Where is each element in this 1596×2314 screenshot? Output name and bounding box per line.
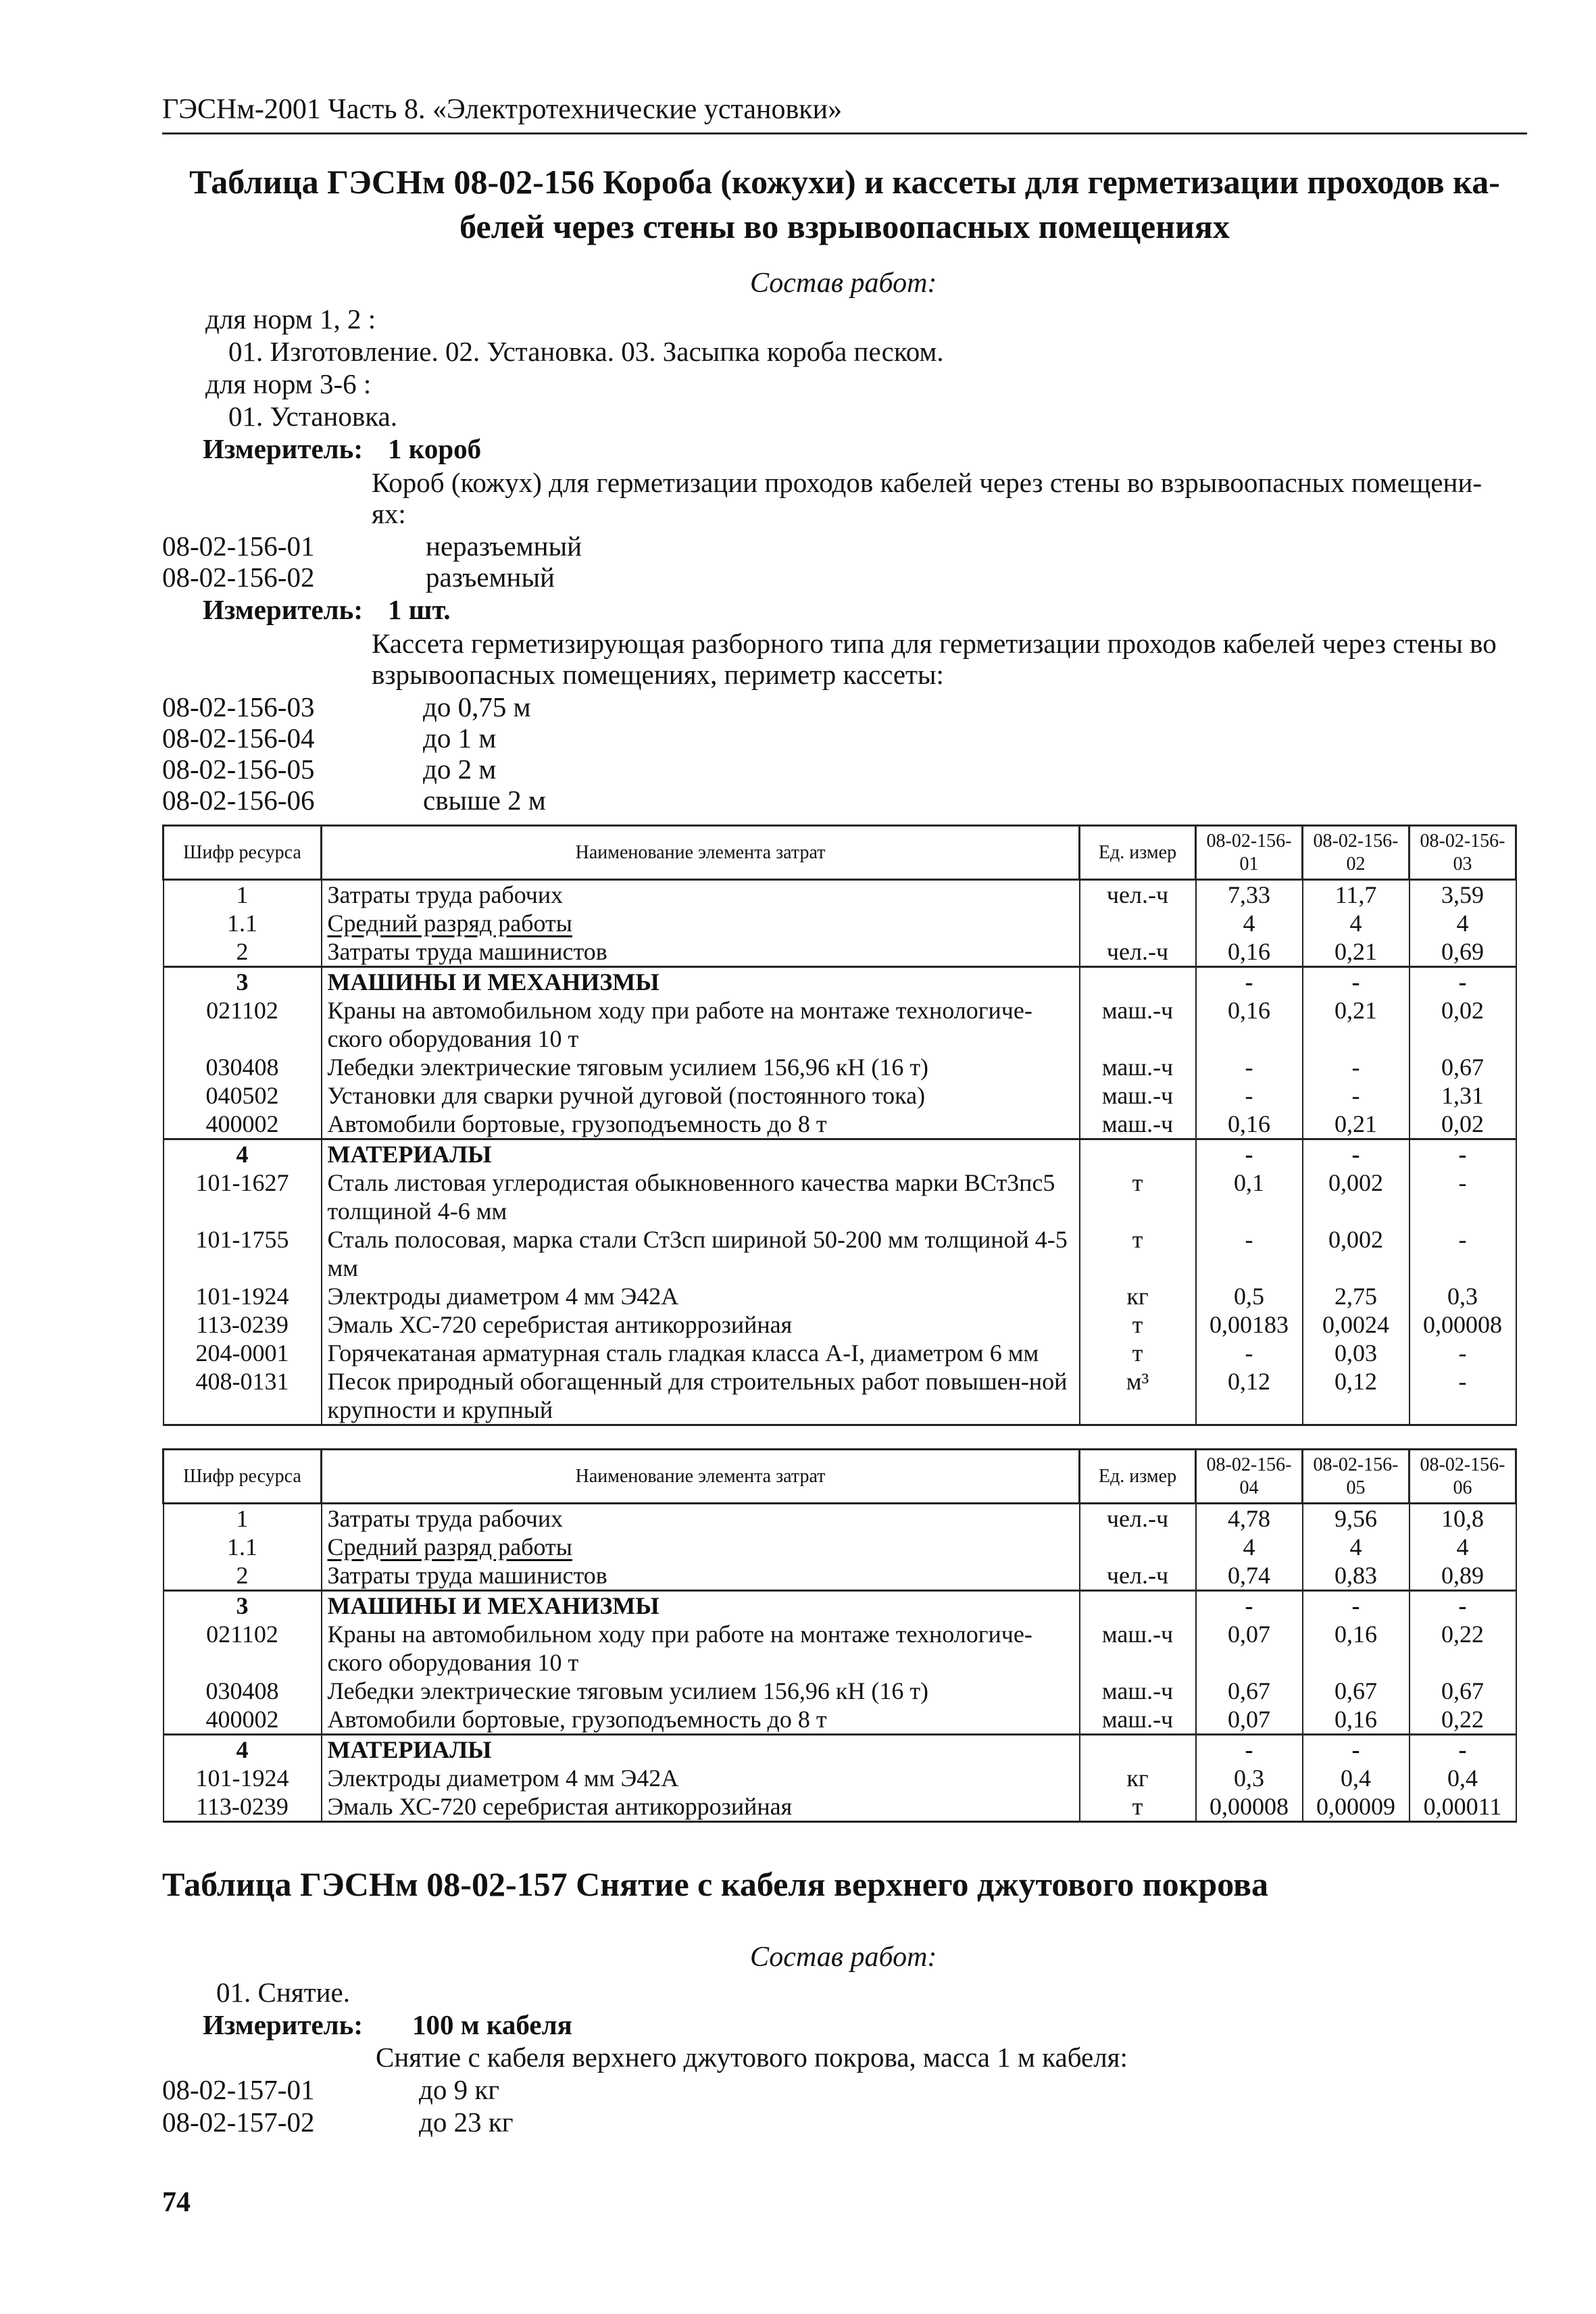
table-row: [164, 1677, 1516, 1705]
unit: маш.-ч: [1080, 1620, 1196, 1677]
description-line: ях:: [372, 498, 406, 529]
resource-code: 113-0239: [164, 1310, 322, 1339]
value: -: [1410, 1367, 1516, 1425]
table-row: [164, 1110, 1516, 1139]
cost-element: Затраты труда рабочих: [322, 880, 1080, 910]
value: -: [1303, 1139, 1410, 1169]
resource-code: 204-0001: [164, 1339, 322, 1367]
value: 0,21: [1303, 996, 1410, 1053]
value: -: [1196, 1053, 1303, 1081]
meter-label: Измеритель:: [203, 594, 364, 625]
value: 0,21: [1303, 1110, 1410, 1139]
unit: маш.-ч: [1080, 1677, 1196, 1705]
unit: [1080, 1533, 1196, 1561]
meter-value: 1 короб: [388, 433, 482, 464]
value: 4: [1196, 909, 1303, 937]
resource-code: 400002: [164, 1705, 322, 1735]
norm-code: 08-02-156-01: [162, 531, 315, 562]
cost-element: Эмаль ХС-720 серебристая антикоррозийная: [322, 1310, 1080, 1339]
resource-code: 2: [164, 937, 322, 967]
table-row: [164, 1225, 1516, 1282]
resource-code: 2: [164, 1561, 322, 1591]
cost-element: Электроды диаметром 4 мм Э42А: [322, 1764, 1080, 1792]
value: 0,12: [1196, 1367, 1303, 1425]
resource-code: 101-1924: [164, 1764, 322, 1792]
unit: т: [1080, 1225, 1196, 1282]
col-header: Ед. измер: [1080, 1450, 1196, 1504]
value: 4,78: [1196, 1504, 1303, 1533]
value: 0,5: [1196, 1282, 1303, 1310]
description-line: Снятие с кабеля верхнего джутового покрова, масса 1 м кабеля:: [376, 2042, 1128, 2073]
table-header-row: [164, 1450, 1516, 1504]
value: 0,03: [1303, 1339, 1410, 1367]
value: 0,3: [1410, 1282, 1516, 1310]
cost-element: Затраты труда машинистов: [322, 1561, 1080, 1591]
resource-code: 4: [164, 1139, 322, 1169]
table-row: [164, 1310, 1516, 1339]
resource-code: 101-1627: [164, 1168, 322, 1225]
cost-element: Лебедки электрические тяговым усилием 156,96 кН (16 т): [322, 1677, 1080, 1705]
table-row: [164, 967, 1516, 997]
value: 0,69: [1410, 937, 1516, 967]
value: 0,02: [1410, 1110, 1516, 1139]
value: -: [1303, 1591, 1410, 1621]
unit: кг: [1080, 1764, 1196, 1792]
cost-element: Горячекатаная арматурная сталь гладкая класса А-I, диаметром 6 мм: [322, 1339, 1080, 1367]
value: 1,31: [1410, 1081, 1516, 1110]
col-header: 08-02-156-03: [1410, 826, 1516, 880]
value: 7,33: [1196, 880, 1303, 910]
table-157-title: Таблица ГЭСНм 08-02-157 Снятие с кабеля верхнего джутового покрова: [162, 1865, 1268, 1903]
cost-element: Эмаль ХС-720 серебристая антикоррозийная: [322, 1792, 1080, 1822]
unit: т: [1080, 1339, 1196, 1367]
meter-label: Измеритель:: [203, 433, 364, 464]
resource-code: 040502: [164, 1081, 322, 1110]
value: 0,74: [1196, 1561, 1303, 1591]
value: 0,16: [1196, 996, 1303, 1053]
resource-code: 408-0131: [164, 1367, 322, 1425]
cost-element: Лебедки электрические тяговым усилием 156,96 кН (16 т): [322, 1053, 1080, 1081]
cost-element: Автомобили бортовые, грузоподъемность до 8 т: [322, 1705, 1080, 1735]
value: -: [1410, 1591, 1516, 1621]
norm-text: свыше 2 м: [423, 785, 546, 816]
value: 0,83: [1303, 1561, 1410, 1591]
col-header: 08-02-156-05: [1303, 1450, 1410, 1504]
work-line: 01. Изготовление. 02. Установка. 03. Засыпка короба песком.: [228, 336, 944, 367]
value: -: [1410, 1735, 1516, 1765]
table-row: [164, 1591, 1516, 1621]
table-row: [164, 1168, 1516, 1225]
table-row: [164, 1705, 1516, 1735]
norm-code: 08-02-156-06: [162, 785, 315, 816]
resource-code: 1: [164, 1504, 322, 1533]
value: 0,3: [1196, 1764, 1303, 1792]
meter-value: 1 шт.: [388, 594, 451, 625]
composition-label: Состав работ:: [750, 1942, 937, 1973]
norm-text: до 2 м: [423, 754, 497, 785]
table-row: [164, 1735, 1516, 1765]
value: 0,00009: [1303, 1792, 1410, 1822]
table-row: [164, 1053, 1516, 1081]
cost-element: Автомобили бортовые, грузоподъемность до 8 т: [322, 1110, 1080, 1139]
value: 0,67: [1410, 1677, 1516, 1705]
norm-text: до 0,75 м: [423, 691, 531, 722]
table-header-row: [164, 826, 1516, 880]
meter-value: 100 м кабеля: [412, 2009, 572, 2040]
value: -: [1410, 1168, 1516, 1225]
resource-code: 113-0239: [164, 1792, 322, 1822]
value: 4: [1196, 1533, 1303, 1561]
cost-element: Сталь полосовая, марка стали Ст3сп шириной 50-200 мм толщиной 4-5 мм: [322, 1225, 1080, 1282]
norm-code: 08-02-156-03: [162, 691, 315, 722]
value: 0,12: [1303, 1367, 1410, 1425]
table-row: [164, 1764, 1516, 1792]
value: 0,07: [1196, 1705, 1303, 1735]
unit: [1080, 1735, 1196, 1765]
value: -: [1196, 1339, 1303, 1367]
col-header: Наименование элемента затрат: [322, 1450, 1080, 1504]
norm-text: до 9 кг: [419, 2074, 500, 2105]
value: 0,00008: [1410, 1310, 1516, 1339]
value: 4: [1303, 909, 1410, 937]
value: 0,02: [1410, 996, 1516, 1053]
unit: т: [1080, 1792, 1196, 1822]
composition-label: Состав работ:: [750, 268, 937, 299]
cost-element: Средний разряд работы: [322, 1533, 1080, 1561]
description-line: взрывоопасных помещениях, периметр кассеты:: [372, 659, 944, 690]
value: -: [1303, 1735, 1410, 1765]
cost-element: Затраты труда машинистов: [322, 937, 1080, 967]
value: -: [1303, 1081, 1410, 1110]
value: 0,67: [1196, 1677, 1303, 1705]
value: -: [1196, 1225, 1303, 1282]
description-line: Кассета герметизирующая разборного типа для герметизации проходов кабелей через стены во: [372, 628, 1497, 659]
norm-text: до 1 м: [423, 722, 497, 754]
unit: т: [1080, 1310, 1196, 1339]
unit: маш.-ч: [1080, 1110, 1196, 1139]
value: -: [1303, 967, 1410, 997]
value: -: [1410, 1225, 1516, 1282]
resource-code: 1.1: [164, 909, 322, 937]
unit: маш.-ч: [1080, 1053, 1196, 1081]
resource-code: 1.1: [164, 1533, 322, 1561]
value: -: [1196, 1591, 1303, 1621]
cost-element: Краны на автомобильном ходу при работе на монтаже технологиче-ского оборудования 10 т: [322, 1620, 1080, 1677]
unit: [1080, 909, 1196, 937]
unit: маш.-ч: [1080, 996, 1196, 1053]
table-row: [164, 1533, 1516, 1561]
resource-code: 030408: [164, 1677, 322, 1705]
table-row: [164, 1282, 1516, 1310]
norm-code: 08-02-157-02: [162, 2107, 315, 2138]
resource-code: 3: [164, 967, 322, 997]
running-header: ГЭСНм-2001 Часть 8. «Электротехнические установки»: [162, 94, 843, 125]
unit: чел.-ч: [1080, 1561, 1196, 1591]
resource-code: 4: [164, 1735, 322, 1765]
value: 0,002: [1303, 1168, 1410, 1225]
col-header: 08-02-156-02: [1303, 826, 1410, 880]
cost-element: Средний разряд работы: [322, 909, 1080, 937]
value: 0,07: [1196, 1620, 1303, 1677]
norm-code: 08-02-156-04: [162, 722, 315, 754]
value: 0,4: [1410, 1764, 1516, 1792]
col-header: Шифр ресурса: [164, 826, 322, 880]
table-row: [164, 1339, 1516, 1367]
resource-code: 030408: [164, 1053, 322, 1081]
table-row: [164, 996, 1516, 1053]
resource-code: 400002: [164, 1110, 322, 1139]
value: -: [1410, 1139, 1516, 1169]
value: 0,00011: [1410, 1792, 1516, 1822]
norm-text: до 23 кг: [419, 2107, 514, 2138]
table-156-title-line1: Таблица ГЭСНм 08-02-156 Короба (кожухи) и кассеты для герметизации проходов ка-: [189, 163, 1500, 201]
value: 0,67: [1303, 1677, 1410, 1705]
value: -: [1303, 1053, 1410, 1081]
work-line: 01. Снятие.: [216, 1977, 350, 2008]
value: 0,16: [1196, 1110, 1303, 1139]
value: 4: [1410, 1533, 1516, 1561]
section-heading: МАШИНЫ И МЕХАНИЗМЫ: [322, 1591, 1080, 1621]
col-header: Наименование элемента затрат: [322, 826, 1080, 880]
value: -: [1196, 967, 1303, 997]
col-header: 08-02-156-01: [1196, 826, 1303, 880]
value: 10,8: [1410, 1504, 1516, 1533]
table-row: [164, 909, 1516, 937]
value: 11,7: [1303, 880, 1410, 910]
section-heading: МАТЕРИАЛЫ: [322, 1139, 1080, 1169]
norm-code: 08-02-156-02: [162, 562, 315, 593]
value: 0,67: [1410, 1053, 1516, 1081]
table-156-title: [162, 159, 1527, 249]
resource-code: 101-1924: [164, 1282, 322, 1310]
value: -: [1196, 1735, 1303, 1765]
value: 0,21: [1303, 937, 1410, 967]
resource-table-2: [162, 1448, 1517, 1823]
resource-code: 3: [164, 1591, 322, 1621]
table-row: [164, 1504, 1516, 1533]
table-row: [164, 1367, 1516, 1425]
unit: т: [1080, 1168, 1196, 1225]
value: 4: [1410, 909, 1516, 937]
value: 4: [1303, 1533, 1410, 1561]
value: -: [1196, 1139, 1303, 1169]
norm-code: 08-02-157-01: [162, 2074, 315, 2105]
unit: [1080, 967, 1196, 997]
col-header: Шифр ресурса: [164, 1450, 322, 1504]
unit: [1080, 1591, 1196, 1621]
value: 0,22: [1410, 1705, 1516, 1735]
cost-element: Установки для сварки ручной дуговой (постоянного тока): [322, 1081, 1080, 1110]
unit: чел.-ч: [1080, 1504, 1196, 1533]
unit: маш.-ч: [1080, 1705, 1196, 1735]
table-row: [164, 1081, 1516, 1110]
cost-element: Песок природный обогащенный для строительных работ повышен-ной крупности и крупный: [322, 1367, 1080, 1425]
value: 9,56: [1303, 1504, 1410, 1533]
value: 0,22: [1410, 1620, 1516, 1677]
value: 0,89: [1410, 1561, 1516, 1591]
resource-code: 1: [164, 880, 322, 910]
meter-label: Измеритель:: [203, 2009, 364, 2040]
resource-code: 021102: [164, 1620, 322, 1677]
col-header: 08-02-156-04: [1196, 1450, 1303, 1504]
norm-text: разъемный: [426, 562, 555, 593]
value: -: [1410, 1339, 1516, 1367]
table-row: [164, 880, 1516, 910]
cost-element: Краны на автомобильном ходу при работе на монтаже технологиче-ского оборудования 10 т: [322, 996, 1080, 1053]
unit: кг: [1080, 1282, 1196, 1310]
unit: м³: [1080, 1367, 1196, 1425]
table-156-title-line2: белей через стены во взрывоопасных помещениях: [459, 207, 1230, 245]
norm-text: неразъемный: [426, 531, 582, 562]
unit: чел.-ч: [1080, 880, 1196, 910]
value: 0,1: [1196, 1168, 1303, 1225]
section-heading: МАШИНЫ И МЕХАНИЗМЫ: [322, 967, 1080, 997]
cost-element: Сталь листовая углеродистая обыкновенного качества марки ВСт3пс5 толщиной 4-6 мм: [322, 1168, 1080, 1225]
value: 3,59: [1410, 880, 1516, 910]
cost-element: Электроды диаметром 4 мм Э42А: [322, 1282, 1080, 1310]
unit: [1080, 1139, 1196, 1169]
table-row: [164, 1561, 1516, 1591]
section-heading: МАТЕРИАЛЫ: [322, 1735, 1080, 1765]
col-header: 08-02-156-06: [1410, 1450, 1516, 1504]
value: 0,16: [1303, 1620, 1410, 1677]
work-line: для норм 1, 2 :: [205, 303, 376, 335]
value: 0,4: [1303, 1764, 1410, 1792]
value: 0,002: [1303, 1225, 1410, 1282]
work-line: для норм 3-6 :: [205, 368, 372, 399]
work-line: 01. Установка.: [228, 401, 397, 432]
table-row: [164, 937, 1516, 967]
value: -: [1410, 967, 1516, 997]
value: 2,75: [1303, 1282, 1410, 1310]
value: 0,16: [1303, 1705, 1410, 1735]
cost-element: Затраты труда рабочих: [322, 1504, 1080, 1533]
norm-code: 08-02-156-05: [162, 754, 315, 785]
col-header: Ед. измер: [1080, 826, 1196, 880]
value: 0,16: [1196, 937, 1303, 967]
header-divider: [162, 132, 1527, 134]
resource-table-1: [162, 824, 1517, 1426]
value: -: [1196, 1081, 1303, 1110]
description-line: Короб (кожух) для герметизации проходов кабелей через стены во взрывоопасных помещени-: [372, 467, 1482, 498]
value: 0,00008: [1196, 1792, 1303, 1822]
value: 0,0024: [1303, 1310, 1410, 1339]
page-number: 74: [162, 2187, 191, 2218]
table-row: [164, 1620, 1516, 1677]
resource-code: 101-1755: [164, 1225, 322, 1282]
table-row: [164, 1139, 1516, 1169]
resource-code: 021102: [164, 996, 322, 1053]
table-row: [164, 1792, 1516, 1822]
unit: чел.-ч: [1080, 937, 1196, 967]
unit: маш.-ч: [1080, 1081, 1196, 1110]
value: 0,00183: [1196, 1310, 1303, 1339]
